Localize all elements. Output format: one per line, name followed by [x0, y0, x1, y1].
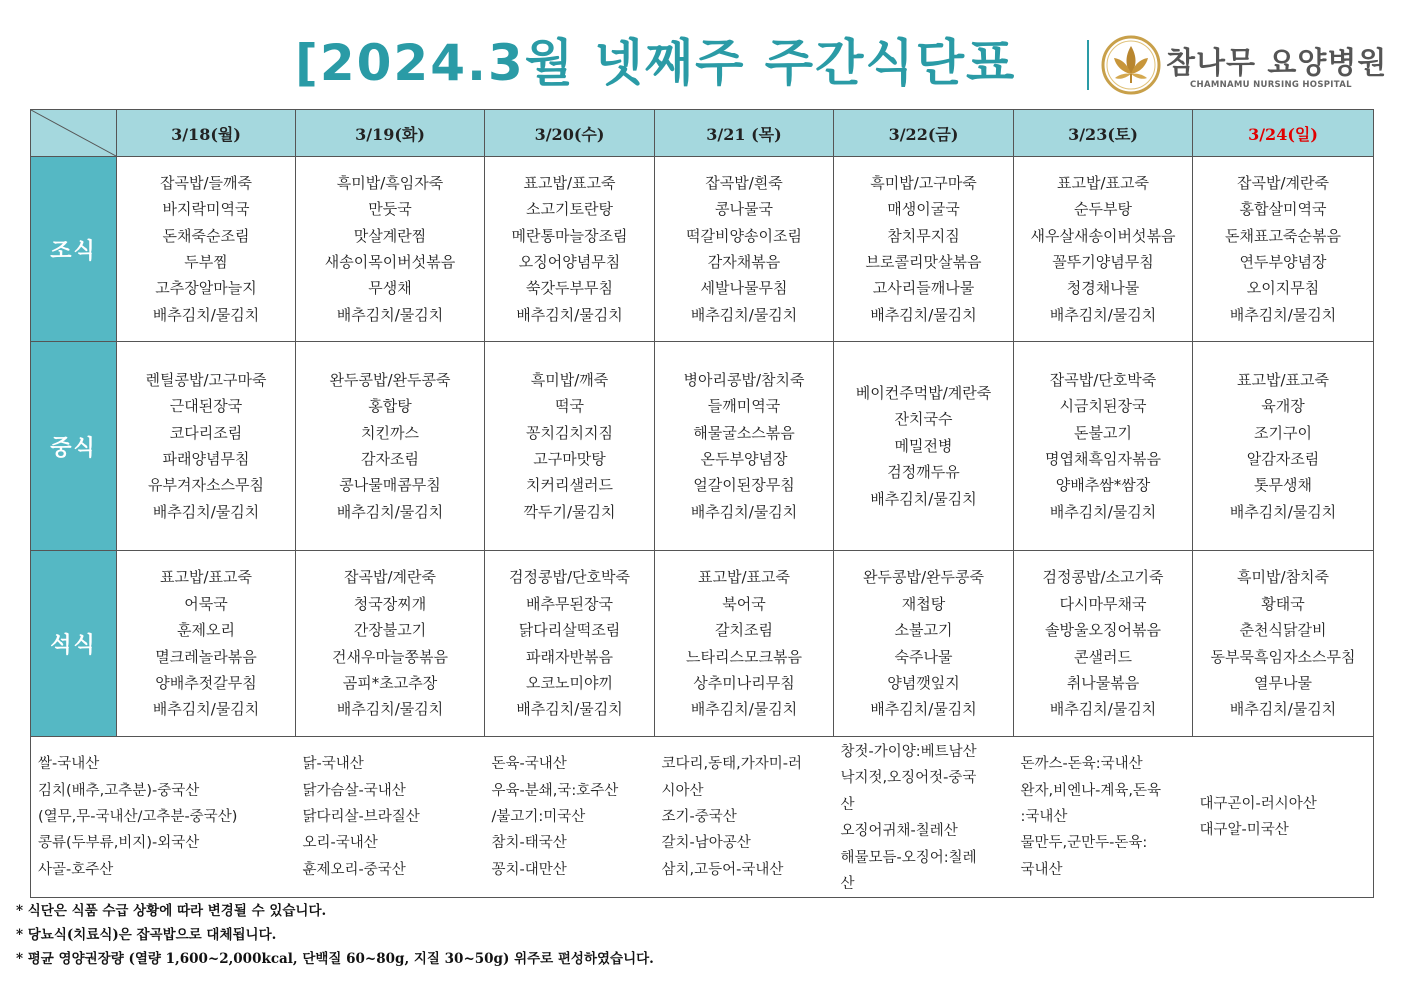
menu-item: 들깨미역국: [707, 397, 781, 416]
day-header: 3/21 (목): [655, 110, 834, 157]
origin-line: 쌀-국내산: [38, 756, 100, 773]
menu-item: 시금치된장국: [1059, 397, 1147, 416]
origin-cell: [834, 737, 1014, 898]
menu-item: 표고밥/표고죽: [1237, 370, 1329, 389]
menu-item: 새송이목이버섯볶음: [324, 253, 456, 271]
origin-row: [31, 737, 1374, 898]
origin-line: 시아산: [661, 782, 704, 799]
origin-line: 갈치-남아공산: [661, 835, 751, 852]
menu-item: 맛살계란찜: [353, 226, 427, 245]
menu-cell: [117, 157, 296, 342]
menu-item: 배추김치/물김치: [516, 700, 623, 719]
menu-cell: [296, 157, 485, 342]
menu-item: 떡갈비양송이조림: [686, 226, 802, 245]
menu-cell: [1014, 157, 1193, 342]
page-title: [2024.3월 넷째주 주간식단표: [295, 34, 1017, 92]
menu-item: 어묵국: [184, 594, 228, 613]
menu-item: 근대된장국: [169, 397, 243, 416]
menu-item: 청국장찌개: [353, 594, 427, 613]
origin-line: 참치-태국산: [491, 835, 567, 852]
menu-item: 잡곡밥/계란죽: [1237, 173, 1329, 192]
menu-item: 표고밥/표고죽: [698, 568, 790, 587]
origin-cell: [1014, 737, 1193, 898]
menu-item: 돈불고기: [1074, 423, 1132, 442]
origin-cell: [1193, 737, 1374, 898]
menu-item: 병아리콩밥/참치죽: [683, 370, 805, 389]
menu-item: 다시마무채국: [1059, 594, 1147, 613]
menu-item: 돈채죽순조림: [162, 226, 250, 245]
origin-line: 훈제오리-중국산: [302, 861, 406, 878]
menu-cell: [296, 342, 485, 551]
menu-item: 배추김치/물김치: [336, 305, 444, 324]
menu-cell: [834, 157, 1014, 342]
menu-item: 흑미밥/고구마죽: [870, 173, 977, 192]
hospital-logo: [1100, 34, 1388, 96]
day-header-row: [31, 110, 1374, 157]
meal-row-dinner: [31, 551, 1374, 737]
origin-line: 꽁치-대만산: [491, 861, 567, 878]
origin-line: (열무,무-국내산/고추분-중국산): [38, 809, 238, 826]
menu-item: 콩나물국: [715, 200, 773, 219]
day-header: 3/22(금): [834, 110, 1014, 157]
menu-item: 완두콩밥/완두콩죽: [329, 370, 451, 389]
menu-cell: [117, 342, 296, 551]
menu-item: 고사리들깨나물: [872, 279, 975, 298]
menu-item: 육개장: [1261, 397, 1305, 416]
menu-item: 표고밥/표고죽: [1057, 173, 1149, 192]
menu-cell: [1014, 551, 1193, 737]
menu-item: 잡곡밥/들깨죽: [160, 173, 252, 192]
origin-line: 돈육-국내산: [491, 756, 567, 773]
day-header: 3/23(토): [1014, 110, 1193, 157]
menu-item: 곰피*초고추장: [342, 673, 438, 692]
menu-cell: [485, 551, 655, 737]
menu-cell: [1193, 551, 1374, 737]
menu-item: 양념깻잎지: [887, 673, 960, 692]
origin-cell: [485, 737, 655, 898]
logo-subtitle: CHAMNAMU NURSING HOSPITAL: [1190, 80, 1352, 90]
origin-line: 우육-분쇄,국:호주산: [491, 782, 619, 799]
menu-item: 닭다리살떡조림: [518, 621, 621, 640]
origin-line: 닭가슴살-국내산: [302, 782, 406, 799]
origin-line: 사골-호주산: [38, 861, 114, 878]
menu-item: 배추김치/물김치: [1229, 305, 1337, 324]
menu-item: 파래양념무침: [162, 450, 250, 468]
meal-label: 조식: [31, 157, 117, 342]
menu-item: 참치무지짐: [887, 226, 960, 245]
menu-item: 양배추쌈*쌈장: [1055, 476, 1151, 495]
notes: [16, 899, 916, 971]
menu-item: 검정콩밥/소고기죽: [1042, 568, 1164, 587]
origin-line: 오리-국내산: [302, 835, 378, 852]
meal-label: 석식: [31, 551, 117, 737]
menu-item: 북어국: [722, 594, 766, 613]
origin-line: 완자,비엔나-계육,돈육: [1020, 782, 1162, 799]
menu-item: 코다리조림: [169, 423, 243, 442]
menu-item: 소불고기: [894, 621, 953, 640]
meal-label: 중식: [31, 342, 117, 551]
menu-cell: [1014, 342, 1193, 551]
menu-item: 잡곡밥/단호박죽: [1049, 370, 1157, 389]
origin-line: 낙지젓,오징어젓-중국: [840, 770, 977, 787]
menu-cell: [834, 342, 1014, 551]
origin-line: 코다리,동태,가자미-러: [661, 756, 803, 773]
origin-line: 대구알-미국산: [1199, 822, 1289, 839]
menu-item: 양배추젓갈무침: [155, 673, 257, 692]
origin-line: :국내산: [1020, 809, 1068, 826]
menu-item: 톳무생채: [1254, 476, 1312, 495]
day-header: 3/20(수): [485, 110, 655, 157]
menu-item: 유부겨자소스무침: [148, 476, 264, 495]
menu-item: 파래자반볶음: [526, 647, 613, 666]
menu-item: 배추김치/물김치: [152, 700, 260, 719]
origin-cell: [655, 737, 834, 898]
menu-cell: [655, 551, 834, 737]
origin-line: /불고기:미국산: [491, 809, 586, 826]
menu-item: 오코노미야끼: [526, 673, 613, 692]
menu-item: 배추김치/물김치: [690, 700, 798, 719]
menu-item: 건새우마늘쫑볶음: [332, 647, 448, 666]
menu-item: 동부묵흑임자소스무침: [1210, 647, 1356, 666]
title-bracket: [1087, 40, 1089, 90]
corner-cell: [31, 110, 117, 157]
menu-item: 메란통마늘장조림: [511, 226, 628, 245]
menu-item: 세발나물무침: [700, 279, 788, 298]
leaf-logo-icon: [1100, 34, 1162, 96]
menu-item: 배추김치/물김치: [1229, 700, 1337, 719]
menu-item: 완두콩밥/완두콩죽: [863, 568, 984, 587]
menu-item: 해물굴소스볶음: [693, 423, 795, 442]
menu-item: 배추김치/물김치: [870, 700, 977, 719]
menu-item: 취나물볶음: [1066, 673, 1140, 692]
menu-cell: [834, 551, 1014, 737]
menu-item: 꽁치김치지짐: [526, 423, 613, 442]
menu-item: 상추미나리무침: [693, 673, 795, 692]
menu-item: 두부찜: [184, 253, 228, 271]
menu-item: 흑미밥/깨죽: [530, 370, 609, 389]
origin-line: 대구곤이-러시아산: [1199, 795, 1317, 812]
origin-line: 산: [840, 796, 855, 813]
origin-line: 물만두,군만두-돈육:: [1020, 835, 1148, 852]
menu-item: 고구마맛탕: [533, 450, 606, 468]
menu-item: 소고기토란탕: [526, 200, 613, 219]
origin-line: 조기-중국산: [661, 809, 737, 826]
note-line: * 식단은 식품 수급 상황에 따라 변경될 수 있습니다.: [16, 903, 327, 919]
menu-item: 명엽채흑임자볶음: [1045, 450, 1161, 468]
menu-item: 잡곡밥/흰죽: [705, 173, 783, 192]
menu-item: 콩나물매콤무침: [339, 476, 441, 495]
menu-item: 솔방울오징어볶음: [1045, 621, 1161, 640]
menu-item: 배추김치/물김치: [1049, 700, 1157, 719]
note-line: * 평균 영양권장량 (열량 1,600~2,000kcal, 단백질 60~80g, 지질 30~50g) 위주로 편성하였습니다.: [16, 951, 654, 967]
menu-item: 돈채표고죽순볶음: [1225, 226, 1341, 245]
menu-item: 간장불고기: [353, 621, 427, 640]
origin-line: 해물모듬-오징어:칠레: [840, 849, 977, 866]
origin-line: 콩류(두부류,비지)-외국산: [38, 835, 200, 852]
menu-item: 배추김치/물김치: [690, 305, 798, 324]
menu-item: 흑미밥/흑임자죽: [336, 173, 444, 192]
origin-line: 닭-국내산: [302, 756, 364, 773]
menu-item: 메밀전병: [894, 436, 953, 455]
menu-item: 바지락미역국: [162, 200, 250, 219]
menu-item: 갈치조림: [715, 621, 773, 640]
menu-item: 쑥갓두부무침: [526, 279, 613, 298]
day-header-sunday: 3/24(일): [1193, 110, 1374, 157]
menu-item: 배추김치/물김치: [690, 502, 798, 521]
menu-item: 떡국: [555, 397, 584, 416]
menu-item: 멸크레놀라볶음: [155, 647, 257, 666]
menu-item: 숙주나물: [894, 647, 953, 666]
menu-item: 배추무된장국: [526, 594, 613, 613]
diagonal-line: [31, 110, 116, 156]
menu-item: 황태국: [1261, 594, 1305, 613]
menu-item: 배추김치/물김치: [870, 305, 977, 324]
menu-item: 배추김치/물김치: [870, 489, 977, 508]
day-header: 3/18(월): [117, 110, 296, 157]
menu-item: 배추김치/물김치: [152, 502, 260, 521]
menu-item: 배추김치/물김치: [1049, 305, 1157, 324]
menu-item: 배추김치/물김치: [1049, 502, 1157, 521]
meal-row-breakfast: [31, 157, 1374, 342]
menu-item: 열무나물: [1254, 673, 1312, 692]
menu-item: 매생이굴국: [887, 200, 960, 219]
menu-item: 표고밥/표고죽: [523, 173, 616, 192]
menu-item: 감자채볶음: [707, 253, 781, 271]
origin-cell: [31, 737, 296, 898]
menu-cell: [1193, 157, 1374, 342]
menu-item: 무생채: [368, 279, 412, 298]
origin-line: 닭다리살-브라질산: [302, 809, 420, 826]
origin-cell: [296, 737, 485, 898]
menu-item: 얼갈이된장무침: [693, 476, 795, 495]
origin-line: 김치(배추,고추분)-중국산: [38, 782, 200, 799]
origin-line: 창젓-가이양:베트남산: [840, 744, 977, 760]
menu-item: 치커리샐러드: [526, 476, 613, 495]
menu-item: 순두부탕: [1074, 200, 1132, 219]
note-line: * 당뇨식(치료식)은 잡곡밥으로 대체됩니다.: [16, 927, 277, 943]
menu-item: 알감자조림: [1246, 450, 1320, 468]
origin-line: 삼치,고등어-국내산: [661, 861, 784, 878]
menu-cell: [117, 551, 296, 737]
menu-item: 배추김치/물김치: [516, 305, 623, 324]
menu-item: 렌틸콩밥/고구마죽: [145, 370, 267, 389]
menu-item: 콘샐러드: [1074, 647, 1132, 666]
menu-item: 배추김치/물김치: [336, 700, 444, 719]
menu-item: 느타리스모크볶음: [686, 647, 802, 666]
menu-cell: [485, 157, 655, 342]
menu-item: 잡곡밥/계란죽: [344, 568, 436, 587]
menu-item: 꼴뚜기양념무침: [1052, 253, 1154, 271]
origin-line: 국내산: [1020, 861, 1063, 878]
menu-item: 춘천식닭갈비: [1239, 621, 1327, 640]
origin-line: 오징어귀채-칠레산: [840, 823, 958, 840]
menu-item: 감자조림: [361, 450, 419, 468]
menu-item: 검정콩밥/단호박죽: [509, 568, 630, 587]
menu-item: 고추장알마늘지: [155, 279, 257, 298]
menu-cell: [296, 551, 485, 737]
menu-item: 재첩탕: [901, 594, 946, 613]
menu-item: 오이지무침: [1246, 279, 1320, 298]
menu-item: 배추김치/물김치: [336, 502, 444, 521]
menu-item: 검정깨두유: [887, 463, 960, 482]
menu-item: 연두부양념장: [1239, 253, 1327, 271]
menu-item: 표고밥/표고죽: [160, 568, 252, 587]
menu-cell: [655, 342, 834, 551]
menu-item: 훈제오리: [177, 621, 235, 640]
menu-item: 오징어양념무침: [518, 253, 621, 271]
menu-item: 브로콜리맛살볶음: [865, 253, 982, 271]
menu-item: 흑미밥/참치죽: [1237, 568, 1329, 587]
menu-item: 깍두기/물김치: [523, 502, 616, 521]
day-header: 3/19(화): [296, 110, 485, 157]
menu-item: 잔치국수: [894, 410, 953, 429]
logo-name: 참나무 요양병원: [1166, 46, 1388, 81]
menu-item: 온두부양념장: [700, 450, 788, 468]
origin-line: 산: [840, 876, 855, 893]
menu-item: 배추김치/물김치: [1229, 502, 1337, 521]
menu-item: 배추김치/물김치: [152, 305, 260, 324]
menu-item: 만둣국: [368, 200, 412, 219]
menu-cell: [655, 157, 834, 342]
menu-cell: [1193, 342, 1374, 551]
menu-item: 청경채나물: [1066, 279, 1140, 298]
weekly-menu-table: [30, 109, 1374, 898]
meal-row-lunch: [31, 342, 1374, 551]
menu-item: 베이컨주먹밥/계란죽: [855, 383, 992, 402]
menu-item: 홍합탕: [368, 397, 412, 416]
menu-item: 홍합살미역국: [1239, 200, 1327, 219]
menu-item: 치킨까스: [361, 423, 419, 442]
menu-item: 새우살새송이버섯볶음: [1030, 226, 1176, 245]
menu-cell: [485, 342, 655, 551]
origin-line: 돈까스-돈육:국내산: [1020, 756, 1143, 773]
menu-item: 조기구이: [1254, 423, 1312, 442]
